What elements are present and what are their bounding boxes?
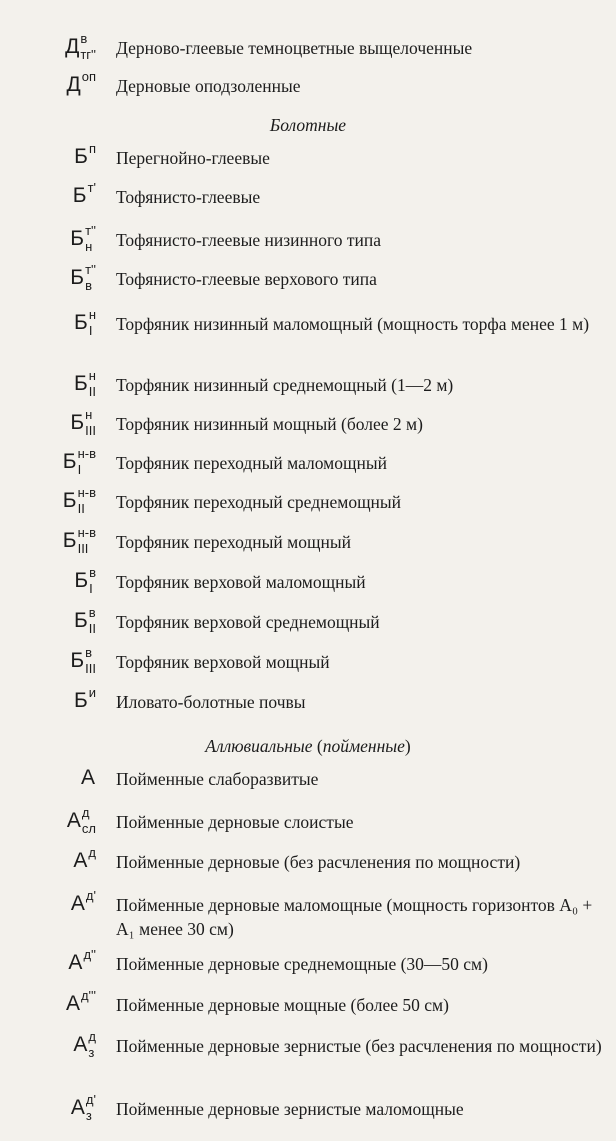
soil-symbol: Б н-в I	[62, 446, 96, 477]
soil-symbol: Б н III	[70, 407, 96, 438]
soil-symbol: А д'	[70, 888, 96, 915]
soil-name: Пойменные дерновые слоистые	[116, 812, 354, 832]
soil-symbol: А	[80, 766, 95, 789]
soil-name: Торфяник низинный среднемощный (1—2 м)	[116, 375, 454, 395]
soil-symbol: А д з	[73, 1029, 96, 1060]
heading-paren-close: )	[404, 736, 411, 756]
soil-symbol: Б в III	[70, 645, 96, 676]
soil-symbol: Д в тг''	[65, 31, 96, 62]
soil-name: Торфяник переходный мощный	[116, 532, 351, 552]
soil-name: Пойменные слаборазвитые	[116, 769, 319, 789]
section-heading-alluvial	[0, 734, 616, 758]
soil-symbol: А д сл	[66, 805, 96, 836]
soil-name: Дерновые оподзоленные	[116, 76, 301, 96]
soil-name: Перегнойно-глеевые	[116, 148, 270, 168]
soil-symbol: А д'''	[65, 988, 96, 1015]
soil-symbol: Б н-в III	[62, 525, 96, 556]
soil-name: Торфяник верховой мощный	[116, 652, 330, 672]
soil-symbol: Б н II	[73, 368, 96, 399]
soil-symbol: Б н-в II	[62, 485, 96, 516]
soil-name: Дерново-глеевые темноцветные выщелоченные	[116, 38, 473, 58]
soil-symbol: Б в II	[73, 605, 96, 636]
soil-symbol: А д''	[68, 947, 96, 974]
heading-sub: пойменные	[322, 736, 405, 756]
soil-name: Торфяник низинный маломощный (мощность торфа менее 1 м)	[116, 314, 590, 334]
soil-symbol: Б в I	[74, 565, 96, 596]
section-heading-bolotnye: Болотные	[269, 115, 347, 135]
soil-symbol: Б т'' н	[70, 223, 96, 254]
soil-name: Иловато-болотные почвы	[116, 692, 306, 712]
soil-name: Торфяник переходный маломощный	[116, 453, 387, 473]
soil-name: Тофянисто-глеевые верхового типа	[116, 269, 377, 289]
soil-name: Торфяник низинный мощный (более 2 м)	[116, 414, 423, 434]
soil-symbol: А д' з	[70, 1092, 96, 1123]
soil-name: Пойменные дерновые среднемощные (30—50 см)	[116, 954, 488, 974]
soil-name: Тофянисто-глеевые	[116, 187, 261, 207]
soil-symbol: Д оп	[66, 69, 96, 96]
soil-name: Пойменные дерновые зернистые (без расчленения по мощности)	[116, 1036, 602, 1056]
soil-name: Тофянисто-глеевые низинного типа	[116, 230, 381, 250]
soil-name: Торфяник переходный среднемощный	[116, 492, 402, 512]
soil-name: Торфяник верховой маломощный	[116, 572, 366, 592]
soil-symbol: Б и	[73, 685, 96, 712]
soil-name: Торфяник верховой среднемощный	[116, 612, 380, 632]
soil-name: Пойменные дерновые зернистые маломощные	[116, 1099, 464, 1119]
soil-name: Пойменные дерновые мощные (более 50 см)	[116, 995, 449, 1015]
heading-main: Аллювиальные	[205, 736, 313, 756]
soil-symbol: Б т'	[72, 180, 96, 207]
soil-symbol: А д	[73, 845, 96, 872]
soil-symbol: Б н I	[74, 307, 96, 338]
soil-symbol: Б т'' в	[70, 262, 96, 293]
heading-paren-open: (	[316, 736, 323, 756]
soil-symbol: Б п	[74, 141, 96, 168]
soil-name: Пойменные дерновые маломощные (мощность горизонтов A₀ + A₁ менее 30 см)	[116, 895, 593, 939]
soil-name: Пойменные дерновые (без расчленения по мощности)	[116, 852, 521, 872]
